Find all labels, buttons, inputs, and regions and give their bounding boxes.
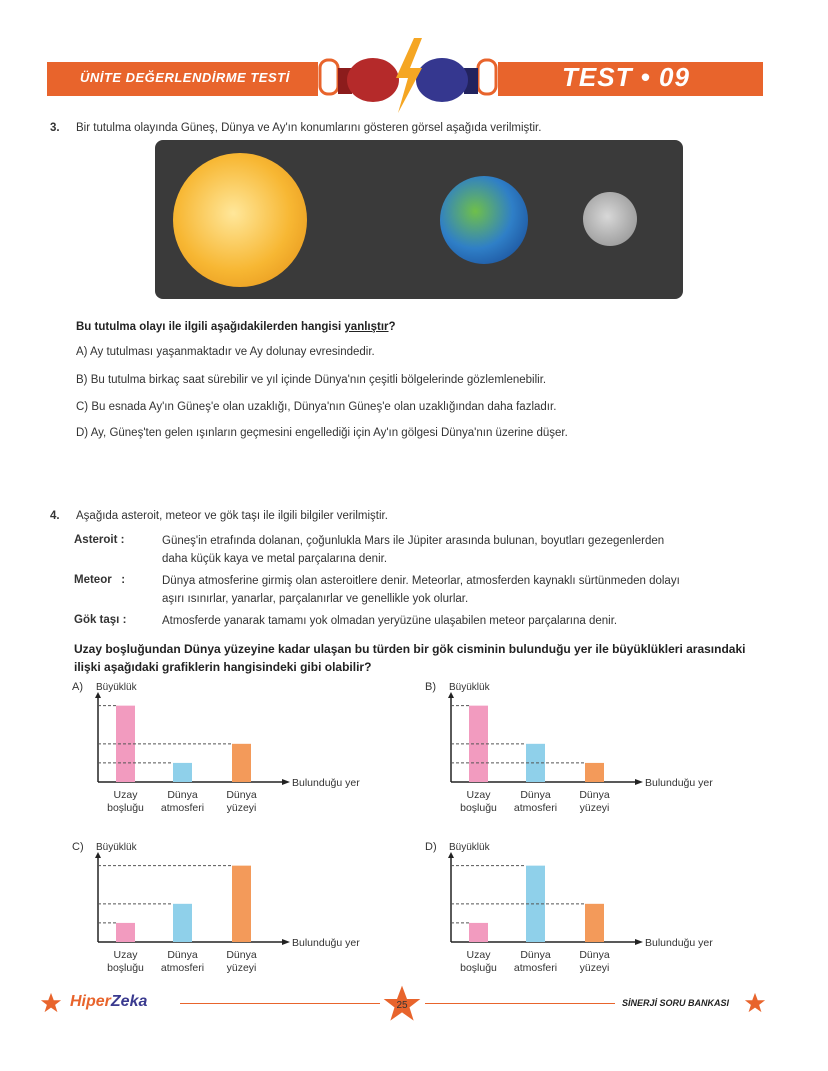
category-label: Uzay xyxy=(113,789,138,801)
sun-image xyxy=(173,153,307,287)
bar-2 xyxy=(173,763,192,782)
star-icon xyxy=(744,992,766,1014)
def-term-gok-tasi: Gök taşı : xyxy=(74,614,127,626)
bar-1 xyxy=(469,923,488,942)
bar-3 xyxy=(585,904,604,942)
category-label: atmosferi xyxy=(513,802,558,814)
category-label: atmosferi xyxy=(513,962,558,974)
category-label: atmosferi xyxy=(160,802,205,814)
def-term-meteor: Meteor : xyxy=(74,574,126,586)
def-gok-tasi: Atmosferde yanarak tamamı yok olmadan yeryüzüne ulaşabilen meteor parçalarına denir. xyxy=(162,615,618,627)
option-label: D) xyxy=(425,841,437,853)
def-term-asteroit: Asteroit : xyxy=(74,534,125,546)
category-label: yüzeyi xyxy=(226,802,257,814)
category-label: Dünya xyxy=(167,789,198,801)
bar-3 xyxy=(232,744,251,782)
moon-image xyxy=(583,192,637,246)
q3-number: 3. xyxy=(50,122,60,134)
boxing-gloves-logo xyxy=(318,38,498,113)
category-label: Dünya xyxy=(520,789,551,801)
category-label: boşluğu xyxy=(460,802,497,814)
x-axis-label: Bulunduğu yer xyxy=(292,937,360,949)
option-label: B) xyxy=(425,681,436,693)
footer-line-left xyxy=(180,1003,380,1004)
y-axis-label: Büyüklük xyxy=(96,842,137,853)
x-axis-label: Bulunduğu yer xyxy=(292,777,360,789)
category-label: Uzay xyxy=(113,949,138,961)
option-label: C) xyxy=(72,841,84,853)
x-axis-label: Bulunduğu yer xyxy=(645,777,713,789)
category-label: Dünya xyxy=(226,789,257,801)
q3-option-d[interactable]: D) Ay, Güneş'ten gelen ışınların geçmesini engellediği için Ay'ın gölgesi Dünya'nın üzerine düşer. xyxy=(76,427,568,439)
y-axis-label: Büyüklük xyxy=(449,842,490,853)
category-label: yüzeyi xyxy=(226,962,257,974)
category-label: yüzeyi xyxy=(579,802,610,814)
q4-text: Aşağıda asteroit, meteor ve gök taşı ile ilgili bilgiler verilmiştir. xyxy=(76,510,388,522)
footer-line-right xyxy=(425,1003,615,1004)
x-axis-arrow xyxy=(282,779,290,785)
series-name: SİNERJİ SORU BANKASI xyxy=(622,998,730,1008)
q3-option-c[interactable]: C) Bu esnada Ay'ın Güneş'e olan uzaklığı, Dünya'nın Güneş'e olan uzaklığından daha fazladır. xyxy=(76,401,557,413)
category-label: Dünya xyxy=(167,949,198,961)
category-label: boşluğu xyxy=(107,962,144,974)
unit-title: ÜNİTE DEĞERLENDİRME TESTİ xyxy=(80,70,290,85)
q3-text: Bir tutulma olayında Güneş, Dünya ve Ay'ın konumlarını gösteren görsel aşağıda verilmiştir. xyxy=(76,122,542,134)
category-label: boşluğu xyxy=(460,962,497,974)
bar-3 xyxy=(585,763,604,782)
def-meteor: Dünya atmosferine girmiş olan asteroitlere denir. Meteorlar, atmosferden kaynaklı sürtünmeden dolayı aşırı ısınırlar, yanarlar, parçalanırlar ve genellikle yok olurlar. xyxy=(162,575,680,605)
test-number: TEST • 09 xyxy=(562,62,690,92)
q3-option-a[interactable]: A) Ay tutulması yaşanmaktadır ve Ay dolunay evresindedir. xyxy=(76,346,375,358)
earth-image xyxy=(440,176,528,264)
eclipse-image xyxy=(155,140,683,299)
q3-option-b[interactable]: B) Bu tutulma birkaç saat sürebilir ve yıl içinde Dünya'nın çeşitli bölgelerinde gözlemlenebilir. xyxy=(76,374,547,386)
chart-option-b[interactable] xyxy=(425,680,785,830)
category-label: Dünya xyxy=(520,949,551,961)
category-label: boşluğu xyxy=(107,802,144,814)
y-axis-label: Büyüklük xyxy=(449,682,490,693)
category-label: Uzay xyxy=(466,789,491,801)
category-label: Uzay xyxy=(466,949,491,961)
q4-number: 4. xyxy=(50,510,60,522)
category-label: atmosferi xyxy=(160,962,205,974)
q3-stem: Bu tutulma olayı ile ilgili aşağıdakilerden hangisi yanlıştır? xyxy=(76,321,396,333)
category-label: Dünya xyxy=(579,949,610,961)
x-axis-arrow xyxy=(282,939,290,945)
y-axis-label: Büyüklük xyxy=(96,682,137,693)
category-label: yüzeyi xyxy=(579,962,610,974)
brand-logo: HiperZeka xyxy=(70,993,148,1010)
x-axis-arrow xyxy=(635,939,643,945)
x-axis-arrow xyxy=(635,779,643,785)
option-label: A) xyxy=(72,681,83,693)
def-asteroit: Güneş'in etrafında dolanan, çoğunlukla Mars ile Jüpiter arasında bulunan, boyutları gezegenlerden daha küçük kaya ve metal parçalarına denir. xyxy=(162,535,665,565)
bar-2 xyxy=(173,904,192,942)
chart-option-d[interactable] xyxy=(425,840,785,990)
q4-question: Uzay boşluğundan Dünya yüzeyine kadar ulaşan bu türden bir gök cisminin bulunduğu yer ile büyüklükleri arasındaki ilişki aşağıdaki grafiklerin hangisindeki gibi olabilir? xyxy=(74,642,746,674)
page-number: 25 xyxy=(396,1000,408,1011)
bar-3 xyxy=(232,866,251,942)
chart-option-c[interactable] xyxy=(72,840,432,990)
category-label: Dünya xyxy=(226,949,257,961)
star-icon xyxy=(40,992,62,1014)
x-axis-label: Bulunduğu yer xyxy=(645,937,713,949)
category-label: Dünya xyxy=(579,789,610,801)
chart-option-a[interactable] xyxy=(72,680,432,830)
bar-1 xyxy=(116,923,135,942)
